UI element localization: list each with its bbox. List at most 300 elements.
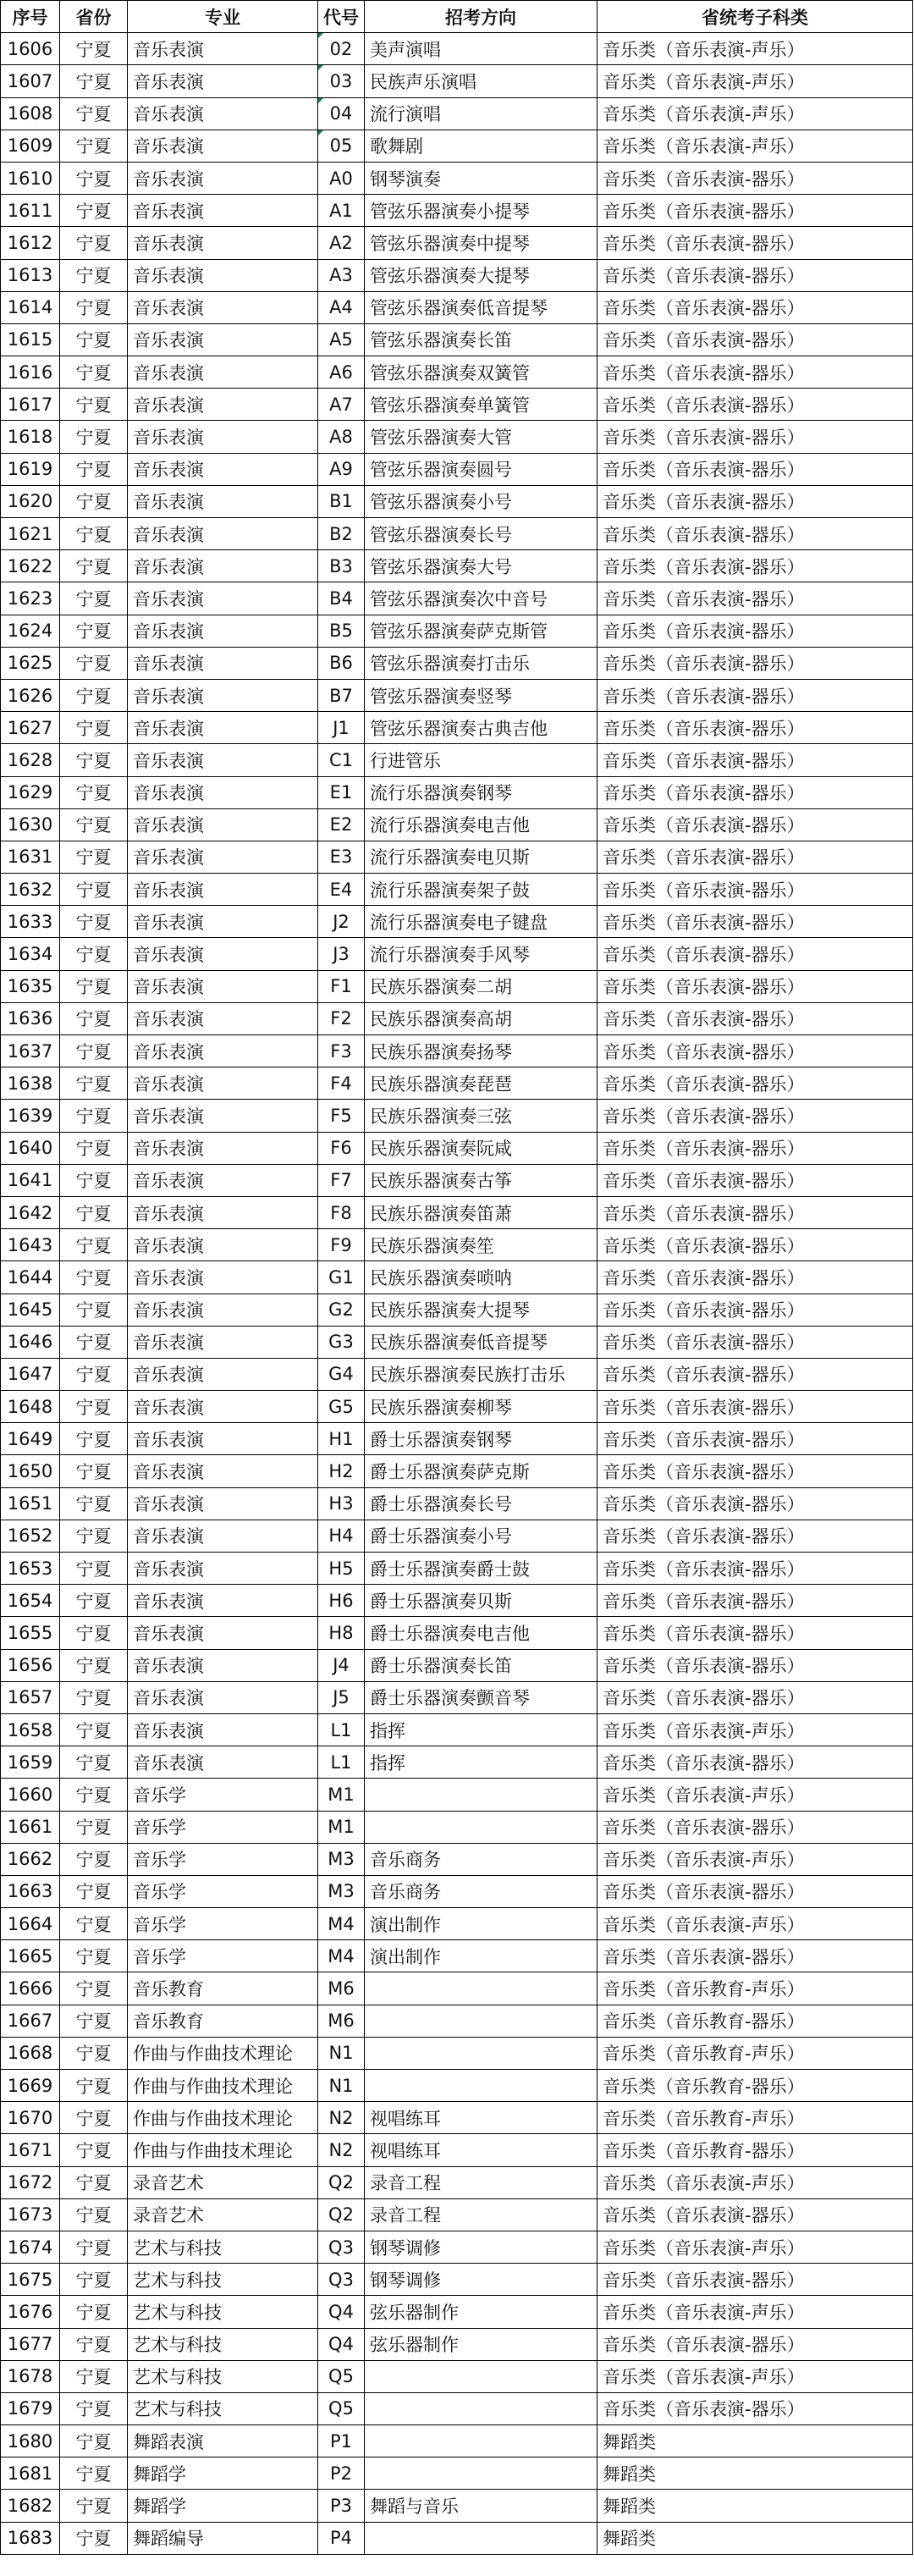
cell-province: 宁夏: [60, 582, 128, 615]
cell-direction: 流行乐器演奏钢琴: [365, 776, 597, 808]
cell-major: 艺术与科技: [128, 2360, 318, 2392]
table-row: [1, 712, 913, 744]
table-row: [1, 2005, 913, 2037]
cell-no: 1637: [1, 1035, 60, 1067]
cell-subject: 音乐类（音乐表演-声乐）: [597, 97, 913, 130]
cell-code: H1: [318, 1423, 365, 1455]
cell-code: G3: [318, 1326, 365, 1358]
cell-major: 音乐表演: [128, 938, 318, 970]
cell-major: 音乐表演: [128, 1681, 318, 1713]
table-row: [1, 970, 913, 1002]
header-subject: 省统考子科类: [597, 1, 913, 33]
cell-code: P3: [318, 2490, 365, 2522]
cell-no: 1628: [1, 744, 60, 776]
table-row: [1, 1035, 913, 1067]
cell-no: 1666: [1, 1972, 60, 2005]
cell-major: 音乐学: [128, 1811, 318, 1843]
table-row: [1, 2231, 913, 2263]
cell-subject: 音乐类（音乐表演-器乐）: [597, 874, 913, 906]
cell-no: 1648: [1, 1391, 60, 1423]
cell-no: 1645: [1, 1294, 60, 1326]
table-row: [1, 615, 913, 647]
cell-subject: 音乐类（音乐表演-器乐）: [597, 1811, 913, 1843]
cell-code: L1: [318, 1713, 365, 1746]
cell-no: 1680: [1, 2425, 60, 2457]
table-row: [1, 2166, 913, 2198]
cell-major: 音乐表演: [128, 647, 318, 679]
cell-province: 宁夏: [60, 2070, 128, 2102]
table-row: [1, 1713, 913, 1746]
table-row: [1, 1617, 913, 1649]
cell-subject: 音乐类（音乐教育-声乐）: [597, 1972, 913, 2005]
cell-major: 作曲与作曲技术理论: [128, 2102, 318, 2134]
cell-major: 舞蹈学: [128, 2490, 318, 2522]
cell-code: B6: [318, 647, 365, 679]
cell-province: 宁夏: [60, 1261, 128, 1294]
cell-no: 1606: [1, 33, 60, 65]
cell-subject: 音乐类（音乐表演-器乐）: [597, 1746, 913, 1779]
cell-no: 1653: [1, 1553, 60, 1585]
cell-province: 宁夏: [60, 485, 128, 517]
cell-province: 宁夏: [60, 2134, 128, 2166]
cell-subject: 音乐类（音乐表演-器乐）: [597, 195, 913, 227]
cell-major: 音乐表演: [128, 1713, 318, 1746]
cell-major: 音乐表演: [128, 1002, 318, 1034]
header-province: 省份: [60, 1, 128, 33]
table-row: [1, 2457, 913, 2490]
cell-province: 宁夏: [60, 1423, 128, 1455]
cell-subject: 音乐类（音乐表演-器乐）: [597, 1681, 913, 1713]
cell-code: M6: [318, 2005, 365, 2037]
cell-no: 1644: [1, 1261, 60, 1294]
cell-no: 1627: [1, 712, 60, 744]
cell-province: 宁夏: [60, 1875, 128, 1907]
cell-code: E2: [318, 808, 365, 841]
table-row: [1, 1553, 913, 1585]
cell-province: 宁夏: [60, 65, 128, 97]
cell-no: 1658: [1, 1713, 60, 1746]
cell-subject: 音乐类（音乐表演-器乐）: [597, 323, 913, 356]
cell-major: 音乐表演: [128, 389, 318, 421]
cell-province: 宁夏: [60, 874, 128, 906]
cell-code: Q5: [318, 2360, 365, 2392]
cell-major: 音乐表演: [128, 1067, 318, 1100]
table-row: [1, 291, 913, 323]
cell-province: 宁夏: [60, 2522, 128, 2554]
cell-subject: 音乐类（音乐表演-器乐）: [597, 615, 913, 647]
cell-major: 音乐表演: [128, 1455, 318, 1487]
cell-major: 音乐表演: [128, 1261, 318, 1294]
cell-province: 宁夏: [60, 1553, 128, 1585]
cell-subject: 音乐类（音乐表演-器乐）: [597, 2328, 913, 2360]
cell-direction: 民族乐器演奏古筝: [365, 1164, 597, 1196]
cell-major: 艺术与科技: [128, 2328, 318, 2360]
cell-subject: 音乐类（音乐表演-器乐）: [597, 389, 913, 421]
cell-subject: 音乐类（音乐表演-器乐）: [597, 1002, 913, 1034]
cell-direction: 民族乐器演奏琵琶: [365, 1067, 597, 1100]
cell-no: 1682: [1, 2490, 60, 2522]
cell-major: 录音艺术: [128, 2198, 318, 2231]
table-row: [1, 2328, 913, 2360]
cell-direction: 演出制作: [365, 1908, 597, 1940]
cell-major: 音乐表演: [128, 1423, 318, 1455]
cell-direction: 钢琴演奏: [365, 162, 597, 194]
cell-no: 1619: [1, 453, 60, 485]
cell-code: N1: [318, 2037, 365, 2069]
cell-subject: 音乐类（音乐表演-器乐）: [597, 291, 913, 323]
cell-province: 宁夏: [60, 356, 128, 389]
cell-major: 音乐表演: [128, 195, 318, 227]
cell-province: 宁夏: [60, 2166, 128, 2198]
cell-no: 1655: [1, 1617, 60, 1649]
cell-no: 1683: [1, 2522, 60, 2554]
cell-province: 宁夏: [60, 1779, 128, 1811]
cell-code: J2: [318, 906, 365, 938]
cell-code: M4: [318, 1940, 365, 1972]
cell-no: 1661: [1, 1811, 60, 1843]
cell-major: 录音艺术: [128, 2166, 318, 2198]
cell-subject: 舞蹈类: [597, 2457, 913, 2490]
cell-subject: 音乐类（音乐表演-器乐）: [597, 712, 913, 744]
cell-major: 音乐表演: [128, 744, 318, 776]
cell-province: 宁夏: [60, 841, 128, 873]
cell-direction: 民族乐器演奏民族打击乐: [365, 1358, 597, 1390]
cell-province: 宁夏: [60, 1164, 128, 1196]
cell-code: B5: [318, 615, 365, 647]
cell-province: 宁夏: [60, 389, 128, 421]
cell-major: 音乐表演: [128, 712, 318, 744]
cell-province: 宁夏: [60, 1585, 128, 1617]
cell-no: 1631: [1, 841, 60, 873]
cell-province: 宁夏: [60, 2328, 128, 2360]
table-row: [1, 259, 913, 291]
cell-major: 音乐学: [128, 1908, 318, 1940]
cell-no: 1613: [1, 259, 60, 291]
cell-province: 宁夏: [60, 518, 128, 550]
cell-major: 舞蹈编导: [128, 2522, 318, 2554]
cell-major: 舞蹈学: [128, 2457, 318, 2490]
cell-province: 宁夏: [60, 1487, 128, 1520]
table-body: [1, 33, 913, 2555]
cell-subject: 音乐类（音乐表演-器乐）: [597, 227, 913, 259]
cell-major: 音乐表演: [128, 1649, 318, 1681]
cell-direction: [365, 1811, 597, 1843]
table-row: [1, 550, 913, 582]
cell-subject: 音乐类（音乐表演-器乐）: [597, 938, 913, 970]
table-row: [1, 130, 913, 162]
cell-subject: 音乐类（音乐表演-器乐）: [597, 2264, 913, 2296]
cell-code: Q2: [318, 2198, 365, 2231]
cell-direction: 管弦乐器演奏单簧管: [365, 389, 597, 421]
cell-province: 宁夏: [60, 2457, 128, 2490]
cell-code: H6: [318, 1585, 365, 1617]
table-row: [1, 647, 913, 679]
cell-subject: 音乐类（音乐表演-声乐）: [597, 1779, 913, 1811]
cell-major: 音乐学: [128, 1940, 318, 1972]
table-row: [1, 323, 913, 356]
cell-code: F8: [318, 1196, 365, 1228]
cell-no: 1650: [1, 1455, 60, 1487]
cell-subject: 音乐类（音乐表演-器乐）: [597, 356, 913, 389]
cell-province: 宁夏: [60, 1617, 128, 1649]
cell-direction: 民族乐器演奏扬琴: [365, 1035, 597, 1067]
cell-subject: 音乐类（音乐表演-器乐）: [597, 550, 913, 582]
cell-code: B2: [318, 518, 365, 550]
cell-major: 音乐表演: [128, 421, 318, 453]
cell-no: 1670: [1, 2102, 60, 2134]
cell-subject: 音乐类（音乐表演-器乐）: [597, 1358, 913, 1390]
cell-no: 1611: [1, 195, 60, 227]
cell-subject: 音乐类（音乐表演-器乐）: [597, 1487, 913, 1520]
cell-code: H8: [318, 1617, 365, 1649]
cell-subject: 音乐类（音乐表演-声乐）: [597, 2166, 913, 2198]
cell-code: M6: [318, 1972, 365, 2005]
cell-major: 音乐表演: [128, 679, 318, 711]
table-row: [1, 97, 913, 130]
table-row: [1, 1261, 913, 1294]
cell-direction: 钢琴调修: [365, 2231, 597, 2263]
cell-province: 宁夏: [60, 1908, 128, 1940]
cell-subject: 音乐类（音乐表演-器乐）: [597, 1100, 913, 1132]
cell-code: G4: [318, 1358, 365, 1390]
cell-direction: [365, 1779, 597, 1811]
cell-major: 音乐表演: [128, 1553, 318, 1585]
table-row: [1, 874, 913, 906]
cell-direction: [365, 1972, 597, 2005]
table-row: [1, 808, 913, 841]
cell-no: 1662: [1, 1843, 60, 1875]
table-row: [1, 1585, 913, 1617]
cell-no: 1633: [1, 906, 60, 938]
cell-subject: 音乐类（音乐表演-器乐）: [597, 1553, 913, 1585]
cell-subject: 音乐类（音乐表演-器乐）: [597, 1164, 913, 1196]
cell-code: 05: [318, 130, 365, 162]
cell-code: A5: [318, 323, 365, 356]
cell-direction: 舞蹈与音乐: [365, 2490, 597, 2522]
cell-direction: 行进管乐: [365, 744, 597, 776]
cell-province: 宁夏: [60, 1358, 128, 1390]
cell-province: 宁夏: [60, 1196, 128, 1228]
cell-subject: 舞蹈类: [597, 2522, 913, 2554]
cell-subject: 音乐类（音乐表演-器乐）: [597, 970, 913, 1002]
cell-direction: 视唱练耳: [365, 2134, 597, 2166]
cell-direction: 爵士乐器演奏萨克斯: [365, 1455, 597, 1487]
table-row: [1, 2070, 913, 2102]
cell-code: Q4: [318, 2296, 365, 2328]
cell-no: 1641: [1, 1164, 60, 1196]
cell-code: F7: [318, 1164, 365, 1196]
table-row: [1, 2296, 913, 2328]
cell-subject: 音乐类（音乐表演-器乐）: [597, 776, 913, 808]
cell-subject: 音乐类（音乐教育-声乐）: [597, 2037, 913, 2069]
cell-major: 音乐表演: [128, 1326, 318, 1358]
cell-no: 1626: [1, 679, 60, 711]
cell-no: 1616: [1, 356, 60, 389]
cell-subject: 音乐类（音乐表演-器乐）: [597, 1132, 913, 1164]
cell-province: 宁夏: [60, 1391, 128, 1423]
table-row: [1, 1164, 913, 1196]
cell-no: 1665: [1, 1940, 60, 1972]
cell-no: 1647: [1, 1358, 60, 1390]
table-row: [1, 1100, 913, 1132]
cell-subject: 音乐类（音乐表演-声乐）: [597, 1908, 913, 1940]
table-row: [1, 2264, 913, 2296]
cell-direction: 民族乐器演奏阮咸: [365, 1132, 597, 1164]
cell-subject: 音乐类（音乐表演-器乐）: [597, 518, 913, 550]
cell-code: F4: [318, 1067, 365, 1100]
cell-province: 宁夏: [60, 647, 128, 679]
cell-no: 1659: [1, 1746, 60, 1779]
cell-subject: 音乐类（音乐表演-器乐）: [597, 679, 913, 711]
table-row: [1, 1229, 913, 1261]
cell-code: F1: [318, 970, 365, 1002]
cell-subject: 音乐类（音乐表演-声乐）: [597, 2360, 913, 2392]
cell-no: 1673: [1, 2198, 60, 2231]
cell-no: 1657: [1, 1681, 60, 1713]
cell-major: 音乐表演: [128, 1100, 318, 1132]
cell-code: H2: [318, 1455, 365, 1487]
cell-subject: 音乐类（音乐表演-器乐）: [597, 1585, 913, 1617]
cell-no: 1660: [1, 1779, 60, 1811]
cell-subject: 音乐类（音乐表演-器乐）: [597, 841, 913, 873]
cell-province: 宁夏: [60, 712, 128, 744]
cell-major: 音乐表演: [128, 1617, 318, 1649]
cell-subject: 音乐类（音乐表演-器乐）: [597, 808, 913, 841]
cell-direction: [365, 2005, 597, 2037]
cell-no: 1638: [1, 1067, 60, 1100]
cell-province: 宁夏: [60, 1649, 128, 1681]
cell-no: 1649: [1, 1423, 60, 1455]
cell-province: 宁夏: [60, 938, 128, 970]
cell-direction: 民族声乐演唱: [365, 65, 597, 97]
cell-no: 1617: [1, 389, 60, 421]
cell-direction: 管弦乐器演奏萨克斯管: [365, 615, 597, 647]
cell-no: 1609: [1, 130, 60, 162]
cell-province: 宁夏: [60, 2198, 128, 2231]
cell-province: 宁夏: [60, 2490, 128, 2522]
cell-subject: 音乐类（音乐表演-器乐）: [597, 485, 913, 517]
cell-direction: 指挥: [365, 1746, 597, 1779]
cell-province: 宁夏: [60, 162, 128, 194]
cell-major: 音乐表演: [128, 874, 318, 906]
cell-code: Q4: [318, 2328, 365, 2360]
cell-province: 宁夏: [60, 2231, 128, 2263]
cell-province: 宁夏: [60, 2102, 128, 2134]
cell-major: 音乐表演: [128, 615, 318, 647]
cell-no: 1629: [1, 776, 60, 808]
cell-subject: 音乐类（音乐表演-器乐）: [597, 744, 913, 776]
cell-subject: 音乐类（音乐教育-声乐）: [597, 2102, 913, 2134]
cell-subject: 音乐类（音乐表演-器乐）: [597, 1196, 913, 1228]
cell-major: 音乐表演: [128, 65, 318, 97]
cell-direction: 流行乐器演奏电贝斯: [365, 841, 597, 873]
cell-province: 宁夏: [60, 1811, 128, 1843]
cell-major: 音乐学: [128, 1779, 318, 1811]
cell-direction: [365, 2522, 597, 2554]
cell-code: M3: [318, 1843, 365, 1875]
cell-direction: 民族乐器演奏笛萧: [365, 1196, 597, 1228]
header-code: 代号: [318, 1, 365, 33]
cell-direction: 民族乐器演奏唢呐: [365, 1261, 597, 1294]
cell-subject: 音乐类（音乐表演-声乐）: [597, 2231, 913, 2263]
table-row: [1, 679, 913, 711]
cell-no: 1632: [1, 874, 60, 906]
cell-subject: 音乐类（音乐表演-器乐）: [597, 2392, 913, 2424]
cell-direction: [365, 2457, 597, 2490]
table-row: [1, 906, 913, 938]
cell-code: G5: [318, 1391, 365, 1423]
cell-subject: 音乐类（音乐表演-器乐）: [597, 2198, 913, 2231]
table-row: [1, 2360, 913, 2392]
table-row: [1, 485, 913, 517]
cell-subject: 舞蹈类: [597, 2425, 913, 2457]
cell-subject: 音乐类（音乐表演-器乐）: [597, 1649, 913, 1681]
table-row: [1, 1455, 913, 1487]
header-direction: 招考方向: [365, 1, 597, 33]
cell-subject: 音乐类（音乐表演-声乐）: [597, 130, 913, 162]
cell-major: 音乐表演: [128, 518, 318, 550]
cell-code: J5: [318, 1681, 365, 1713]
cell-major: 艺术与科技: [128, 2231, 318, 2263]
table-row: [1, 1358, 913, 1390]
cell-no: 1646: [1, 1326, 60, 1358]
cell-subject: 音乐类（音乐教育-器乐）: [597, 2005, 913, 2037]
cell-no: 1679: [1, 2392, 60, 2424]
cell-direction: 民族乐器演奏大提琴: [365, 1294, 597, 1326]
cell-major: 音乐表演: [128, 227, 318, 259]
cell-major: 音乐表演: [128, 323, 318, 356]
cell-major: 音乐表演: [128, 1196, 318, 1228]
cell-code: M4: [318, 1908, 365, 1940]
cell-major: 音乐表演: [128, 1294, 318, 1326]
header-no: 序号: [1, 1, 60, 33]
cell-province: 宁夏: [60, 291, 128, 323]
cell-direction: 弦乐器制作: [365, 2328, 597, 2360]
cell-province: 宁夏: [60, 227, 128, 259]
table-row: [1, 453, 913, 485]
cell-major: 音乐表演: [128, 1585, 318, 1617]
cell-province: 宁夏: [60, 1326, 128, 1358]
cell-major: 音乐表演: [128, 1132, 318, 1164]
table-row: [1, 1681, 913, 1713]
cell-no: 1668: [1, 2037, 60, 2069]
cell-code: E1: [318, 776, 365, 808]
cell-major: 音乐表演: [128, 33, 318, 65]
cell-direction: [365, 2070, 597, 2102]
cell-subject: 音乐类（音乐表演-器乐）: [597, 1261, 913, 1294]
cell-province: 宁夏: [60, 1100, 128, 1132]
cell-code: A4: [318, 291, 365, 323]
cell-subject: 音乐类（音乐表演-器乐）: [597, 453, 913, 485]
cell-major: 作曲与作曲技术理论: [128, 2037, 318, 2069]
cell-major: 音乐表演: [128, 1229, 318, 1261]
cell-direction: 演出制作: [365, 1940, 597, 1972]
cell-subject: 音乐类（音乐教育-器乐）: [597, 2070, 913, 2102]
cell-code: G1: [318, 1261, 365, 1294]
cell-direction: 管弦乐器演奏双簧管: [365, 356, 597, 389]
cell-major: 音乐表演: [128, 1746, 318, 1779]
cell-province: 宁夏: [60, 1713, 128, 1746]
cell-subject: 音乐类（音乐表演-器乐）: [597, 1617, 913, 1649]
cell-direction: 管弦乐器演奏圆号: [365, 453, 597, 485]
cell-subject: 音乐类（音乐表演-器乐）: [597, 1067, 913, 1100]
cell-major: 艺术与科技: [128, 2392, 318, 2424]
cell-major: 音乐表演: [128, 130, 318, 162]
cell-no: 1625: [1, 647, 60, 679]
table-row: [1, 2198, 913, 2231]
cell-direction: 管弦乐器演奏小提琴: [365, 195, 597, 227]
cell-major: 音乐表演: [128, 259, 318, 291]
